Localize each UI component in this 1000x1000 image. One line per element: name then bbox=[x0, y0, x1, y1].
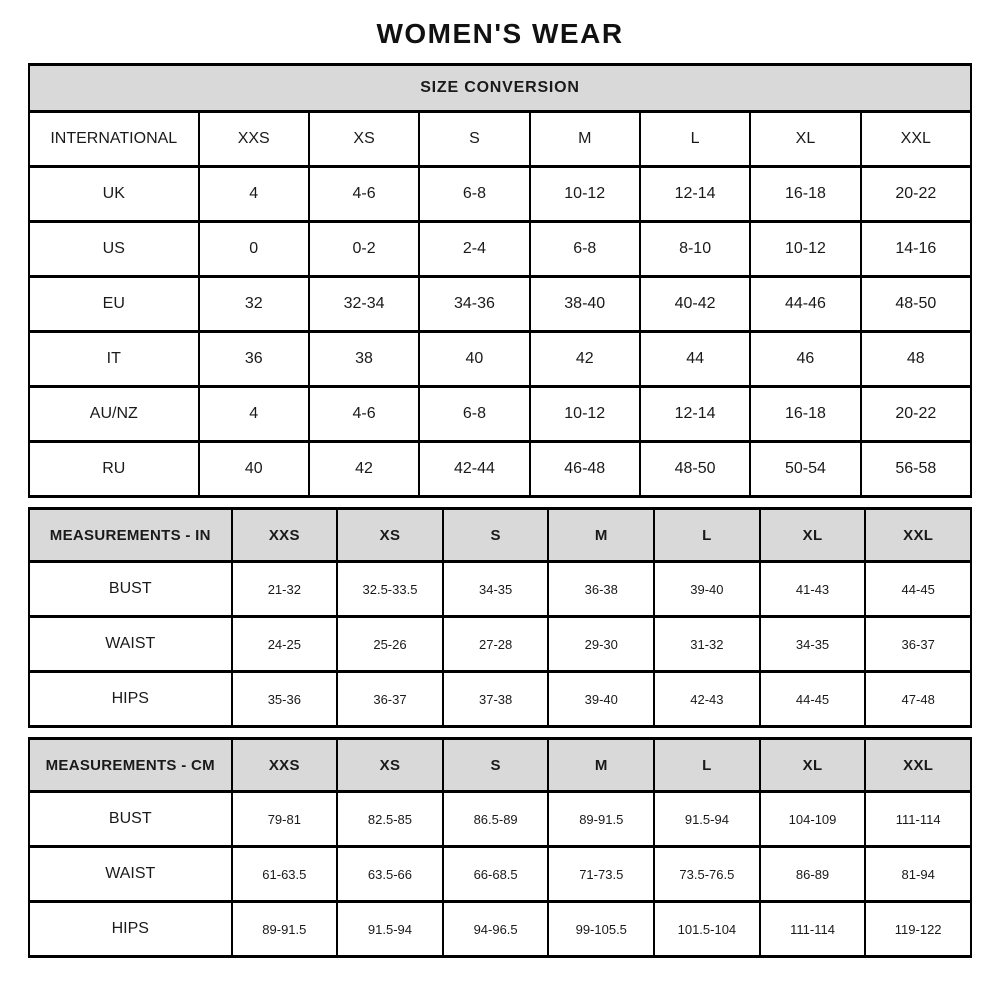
value-cell: 40-42 bbox=[640, 277, 750, 332]
value-cell: 99-105.5 bbox=[548, 902, 654, 957]
table-row bbox=[29, 167, 971, 222]
value-cell: 6-8 bbox=[530, 222, 640, 277]
row-label-cell: HIPS bbox=[29, 672, 232, 727]
value-cell: 42 bbox=[530, 332, 640, 387]
value-cell: 91.5-94 bbox=[337, 902, 443, 957]
measurements-cm-table bbox=[28, 737, 972, 958]
value-cell: 89-91.5 bbox=[232, 902, 338, 957]
value-cell: 4 bbox=[199, 387, 309, 442]
size-header-cell: S bbox=[443, 509, 549, 562]
row-label-cell: AU/NZ bbox=[29, 387, 199, 442]
value-cell: 38 bbox=[309, 332, 419, 387]
corner-header-cell: MEASUREMENTS - CM bbox=[29, 739, 232, 792]
value-cell: 10-12 bbox=[750, 222, 860, 277]
size-header-cell: S bbox=[419, 112, 529, 167]
corner-header-cell: MEASUREMENTS - IN bbox=[29, 509, 232, 562]
table-title-row bbox=[29, 65, 971, 112]
table-row bbox=[29, 562, 971, 617]
value-cell: 36-38 bbox=[548, 562, 654, 617]
value-cell: 40 bbox=[419, 332, 529, 387]
value-cell: 86-89 bbox=[760, 847, 866, 902]
corner-header-cell: INTERNATIONAL bbox=[29, 112, 199, 167]
table-row bbox=[29, 902, 971, 957]
value-cell: 39-40 bbox=[548, 672, 654, 727]
value-cell: 32 bbox=[199, 277, 309, 332]
size-header-cell: XS bbox=[337, 509, 443, 562]
value-cell: 0 bbox=[199, 222, 309, 277]
value-cell: 44-46 bbox=[750, 277, 860, 332]
row-label-cell: BUST bbox=[29, 562, 232, 617]
value-cell: 44-45 bbox=[760, 672, 866, 727]
value-cell: 101.5-104 bbox=[654, 902, 760, 957]
value-cell: 6-8 bbox=[419, 387, 529, 442]
value-cell: 32.5-33.5 bbox=[337, 562, 443, 617]
row-label-cell: BUST bbox=[29, 792, 232, 847]
value-cell: 34-35 bbox=[760, 617, 866, 672]
value-cell: 86.5-89 bbox=[443, 792, 549, 847]
measurements-in-body bbox=[29, 509, 971, 727]
value-cell: 89-91.5 bbox=[548, 792, 654, 847]
value-cell: 16-18 bbox=[750, 387, 860, 442]
value-cell: 29-30 bbox=[548, 617, 654, 672]
table-row bbox=[29, 332, 971, 387]
size-header-cell: XL bbox=[760, 739, 866, 792]
value-cell: 35-36 bbox=[232, 672, 338, 727]
value-cell: 27-28 bbox=[443, 617, 549, 672]
value-cell: 48 bbox=[861, 332, 971, 387]
value-cell: 12-14 bbox=[640, 387, 750, 442]
size-header-cell: M bbox=[530, 112, 640, 167]
value-cell: 38-40 bbox=[530, 277, 640, 332]
table-row bbox=[29, 387, 971, 442]
size-header-cell: XXS bbox=[232, 739, 338, 792]
size-header-cell: L bbox=[654, 509, 760, 562]
value-cell: 4-6 bbox=[309, 167, 419, 222]
value-cell: 31-32 bbox=[654, 617, 760, 672]
table-row bbox=[29, 442, 971, 497]
value-cell: 21-32 bbox=[232, 562, 338, 617]
size-header-cell: XXS bbox=[199, 112, 309, 167]
value-cell: 14-16 bbox=[861, 222, 971, 277]
value-cell: 63.5-66 bbox=[337, 847, 443, 902]
value-cell: 46-48 bbox=[530, 442, 640, 497]
value-cell: 24-25 bbox=[232, 617, 338, 672]
row-label-cell: HIPS bbox=[29, 902, 232, 957]
value-cell: 111-114 bbox=[865, 792, 971, 847]
size-header-cell: M bbox=[548, 509, 654, 562]
value-cell: 36-37 bbox=[865, 617, 971, 672]
value-cell: 56-58 bbox=[861, 442, 971, 497]
value-cell: 73.5-76.5 bbox=[654, 847, 760, 902]
value-cell: 0-2 bbox=[309, 222, 419, 277]
row-label-cell: IT bbox=[29, 332, 199, 387]
value-cell: 10-12 bbox=[530, 387, 640, 442]
value-cell: 4 bbox=[199, 167, 309, 222]
table-row bbox=[29, 617, 971, 672]
value-cell: 111-114 bbox=[760, 902, 866, 957]
value-cell: 20-22 bbox=[861, 167, 971, 222]
value-cell: 4-6 bbox=[309, 387, 419, 442]
size-header-cell: L bbox=[654, 739, 760, 792]
table-header-row bbox=[29, 509, 971, 562]
value-cell: 37-38 bbox=[443, 672, 549, 727]
size-header-cell: XXL bbox=[865, 739, 971, 792]
value-cell: 2-4 bbox=[419, 222, 529, 277]
value-cell: 16-18 bbox=[750, 167, 860, 222]
value-cell: 6-8 bbox=[419, 167, 529, 222]
value-cell: 42-43 bbox=[654, 672, 760, 727]
row-label-cell: WAIST bbox=[29, 617, 232, 672]
table-row bbox=[29, 672, 971, 727]
row-label-cell: US bbox=[29, 222, 199, 277]
value-cell: 94-96.5 bbox=[443, 902, 549, 957]
value-cell: 61-63.5 bbox=[232, 847, 338, 902]
page-title: WOMEN'S WEAR bbox=[376, 18, 624, 49]
row-label-cell: EU bbox=[29, 277, 199, 332]
value-cell: 41-43 bbox=[760, 562, 866, 617]
value-cell: 36 bbox=[199, 332, 309, 387]
size-header-cell: XS bbox=[337, 739, 443, 792]
size-header-cell: M bbox=[548, 739, 654, 792]
value-cell: 82.5-85 bbox=[337, 792, 443, 847]
value-cell: 42-44 bbox=[419, 442, 529, 497]
value-cell: 10-12 bbox=[530, 167, 640, 222]
value-cell: 44-45 bbox=[865, 562, 971, 617]
size-conversion-table bbox=[28, 63, 972, 498]
value-cell: 42 bbox=[309, 442, 419, 497]
table-row bbox=[29, 792, 971, 847]
size-header-cell: XXL bbox=[861, 112, 971, 167]
size-header-cell: XXS bbox=[232, 509, 338, 562]
value-cell: 44 bbox=[640, 332, 750, 387]
value-cell: 20-22 bbox=[861, 387, 971, 442]
value-cell: 66-68.5 bbox=[443, 847, 549, 902]
value-cell: 79-81 bbox=[232, 792, 338, 847]
value-cell: 40 bbox=[199, 442, 309, 497]
measurements-cm-body bbox=[29, 739, 971, 957]
row-label-cell: WAIST bbox=[29, 847, 232, 902]
measurements-in-table bbox=[28, 507, 972, 728]
row-label-cell: RU bbox=[29, 442, 199, 497]
size-conversion-title-cell: SIZE CONVERSION bbox=[29, 65, 971, 112]
table-header-row bbox=[29, 112, 971, 167]
value-cell: 104-109 bbox=[760, 792, 866, 847]
size-header-cell: S bbox=[443, 739, 549, 792]
size-header-cell: XS bbox=[309, 112, 419, 167]
table-header-row bbox=[29, 739, 971, 792]
value-cell: 34-35 bbox=[443, 562, 549, 617]
value-cell: 12-14 bbox=[640, 167, 750, 222]
value-cell: 25-26 bbox=[337, 617, 443, 672]
size-conversion-body bbox=[29, 65, 971, 497]
row-label-cell: UK bbox=[29, 167, 199, 222]
value-cell: 91.5-94 bbox=[654, 792, 760, 847]
table-row bbox=[29, 847, 971, 902]
value-cell: 46 bbox=[750, 332, 860, 387]
value-cell: 48-50 bbox=[861, 277, 971, 332]
value-cell: 47-48 bbox=[865, 672, 971, 727]
table-row bbox=[29, 222, 971, 277]
value-cell: 81-94 bbox=[865, 847, 971, 902]
value-cell: 48-50 bbox=[640, 442, 750, 497]
value-cell: 34-36 bbox=[419, 277, 529, 332]
value-cell: 39-40 bbox=[654, 562, 760, 617]
value-cell: 71-73.5 bbox=[548, 847, 654, 902]
value-cell: 119-122 bbox=[865, 902, 971, 957]
size-header-cell: XL bbox=[760, 509, 866, 562]
size-header-cell: L bbox=[640, 112, 750, 167]
value-cell: 36-37 bbox=[337, 672, 443, 727]
size-header-cell: XL bbox=[750, 112, 860, 167]
value-cell: 50-54 bbox=[750, 442, 860, 497]
size-header-cell: XXL bbox=[865, 509, 971, 562]
value-cell: 8-10 bbox=[640, 222, 750, 277]
table-row bbox=[29, 277, 971, 332]
value-cell: 32-34 bbox=[309, 277, 419, 332]
